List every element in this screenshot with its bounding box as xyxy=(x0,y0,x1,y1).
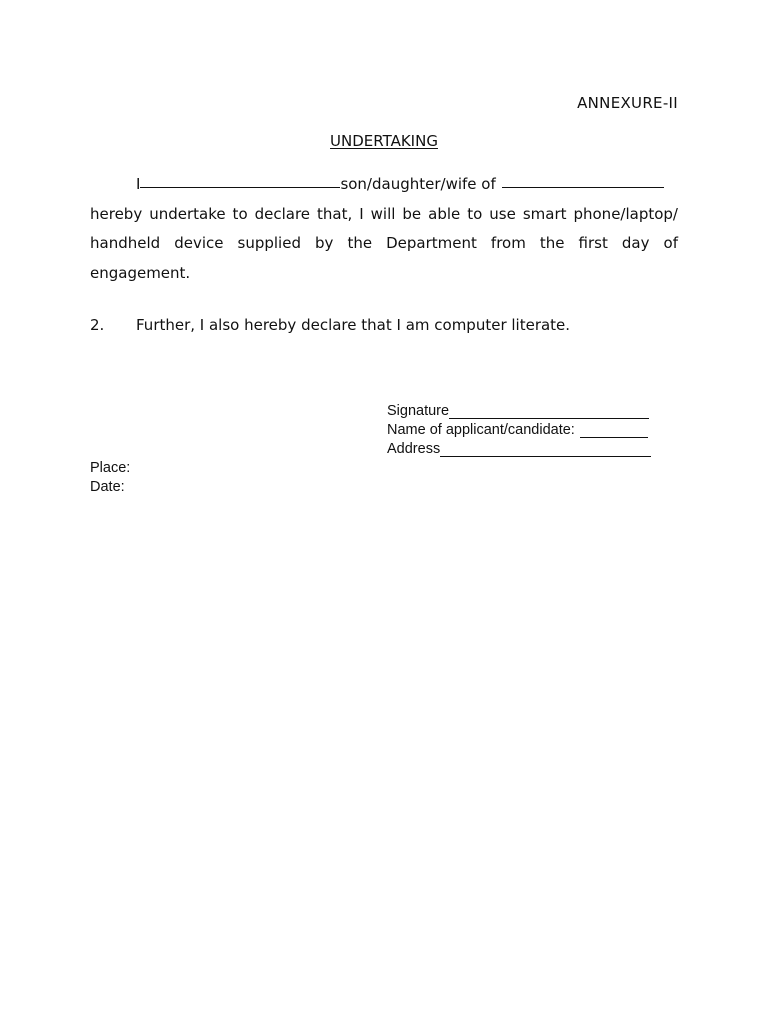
applicant-name-blank-line xyxy=(580,423,648,438)
signature-block xyxy=(387,402,651,459)
name-blank-line xyxy=(140,170,340,188)
undertaking-line-1 xyxy=(90,170,678,200)
declaration-point-2 xyxy=(90,316,570,334)
address-label: Address xyxy=(387,441,441,457)
applicant-name-row xyxy=(387,421,651,440)
parent-name-blank-line xyxy=(502,170,664,188)
relation-text: son/daughter/wife of xyxy=(340,175,496,193)
date-label: Date: xyxy=(90,479,125,495)
signature-row xyxy=(387,402,651,421)
annexure-label: ANNEXURE-II xyxy=(577,94,678,112)
place-label: Place: xyxy=(90,460,131,476)
point-number: 2. xyxy=(90,316,105,334)
undertaking-line-3: handheld device supplied by the Department from the first day of xyxy=(90,234,678,252)
undertaking-prefix: I xyxy=(136,175,141,193)
undertaking-paragraph xyxy=(90,170,678,288)
point-text: Further, I also hereby declare that I am computer literate. xyxy=(136,316,571,334)
address-row xyxy=(387,440,651,459)
indent-spacer xyxy=(90,170,136,200)
applicant-name-label: Name of applicant/candidate: xyxy=(387,422,575,438)
place-date-block xyxy=(90,459,130,497)
signature-blank-line xyxy=(449,404,649,419)
undertaking-line-2: hereby undertake to declare that, I will be able to use smart phone/laptop/ xyxy=(90,204,678,223)
signature-label: Signature xyxy=(387,403,450,419)
undertaking-line-4: engagement. xyxy=(90,263,191,282)
address-blank-line xyxy=(440,442,651,457)
page-title: UNDERTAKING xyxy=(330,132,438,150)
